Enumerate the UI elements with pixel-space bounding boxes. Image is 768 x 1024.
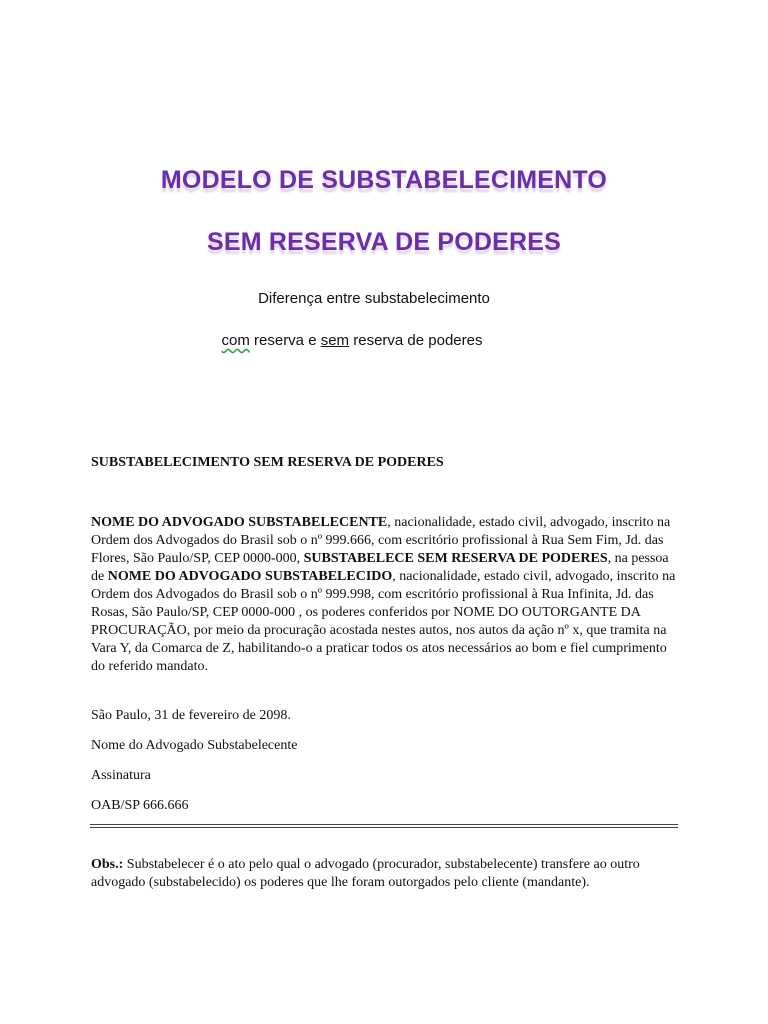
observation [91, 856, 683, 892]
signature-label: Assinatura [91, 768, 151, 783]
subtitle-mid: reserva e [249, 332, 321, 349]
substabelece-clause: SUBSTABELECE SEM RESERVA DE PODERES [303, 551, 608, 566]
document-heading: SUBSTABELECIMENTO SEM RESERVA DE PODERES [91, 455, 444, 470]
body-text-1: , nacionalidade, estado civil, advogado, inscrito na Ordem dos Advogados do Brasil sob o nº 999.666, com escritório profissional à Rua Sem Fim, Jd. das Flores, São Paulo/SP, CEP 0000-000, [91, 515, 671, 566]
signer-name: Nome do Advogado Substabelecente [91, 738, 298, 753]
body-text-2: , na pessoa de [91, 551, 669, 584]
subtitle-end: reserva de poderes [349, 332, 483, 349]
title-line-1: MODELO DE SUBSTABELECIMENTO [160, 166, 608, 194]
obs-text: Substabelecer é o ato pelo qual o advogado (procurador, substabelecente) transfere ao outro advogado (substabelecido) os poderes que lhe foram outorgados pelo cliente (mandante). [91, 857, 640, 890]
substabelecente-name: NOME DO ADVOGADO SUBSTABELECENTE [91, 515, 388, 530]
oab-number: OAB/SP 666.666 [91, 798, 189, 813]
subtitle-line-1: Diferença entre substabelecimento [258, 290, 490, 307]
separator-rule [90, 824, 678, 828]
document-date: São Paulo, 31 de fevereiro de 2098. [91, 708, 291, 723]
body-text-3: , nacionalidade, estado civil, advogado, inscrito na Ordem dos Advogados do Brasil sob o nº 999.998, com escritório profissional à Rua Infinita, Jd. das Rosas, São Paulo/SP, CEP 0000-000 , os poderes conferidos por NOME DO OUTORGANTE DA PROCURAÇÃO, por meio da procuração acostada nestes autos, nos autos da ação nº x, que tramita na Vara Y, da Comarca de Z, habilitando-o a praticar todos os atos necessários ao bom e fiel cumprimento do referido mandato. [91, 569, 676, 674]
subtitle-sem: sem [320, 332, 350, 349]
document-body [91, 514, 683, 676]
subtitle-com: com [221, 332, 250, 349]
subtitle-line-2 [0, 332, 736, 349]
obs-label: Obs.: [91, 857, 124, 872]
title-line-2: SEM RESERVA DE PODERES [206, 228, 562, 256]
substabelecido-name: NOME DO ADVOGADO SUBSTABELECIDO [107, 569, 393, 584]
